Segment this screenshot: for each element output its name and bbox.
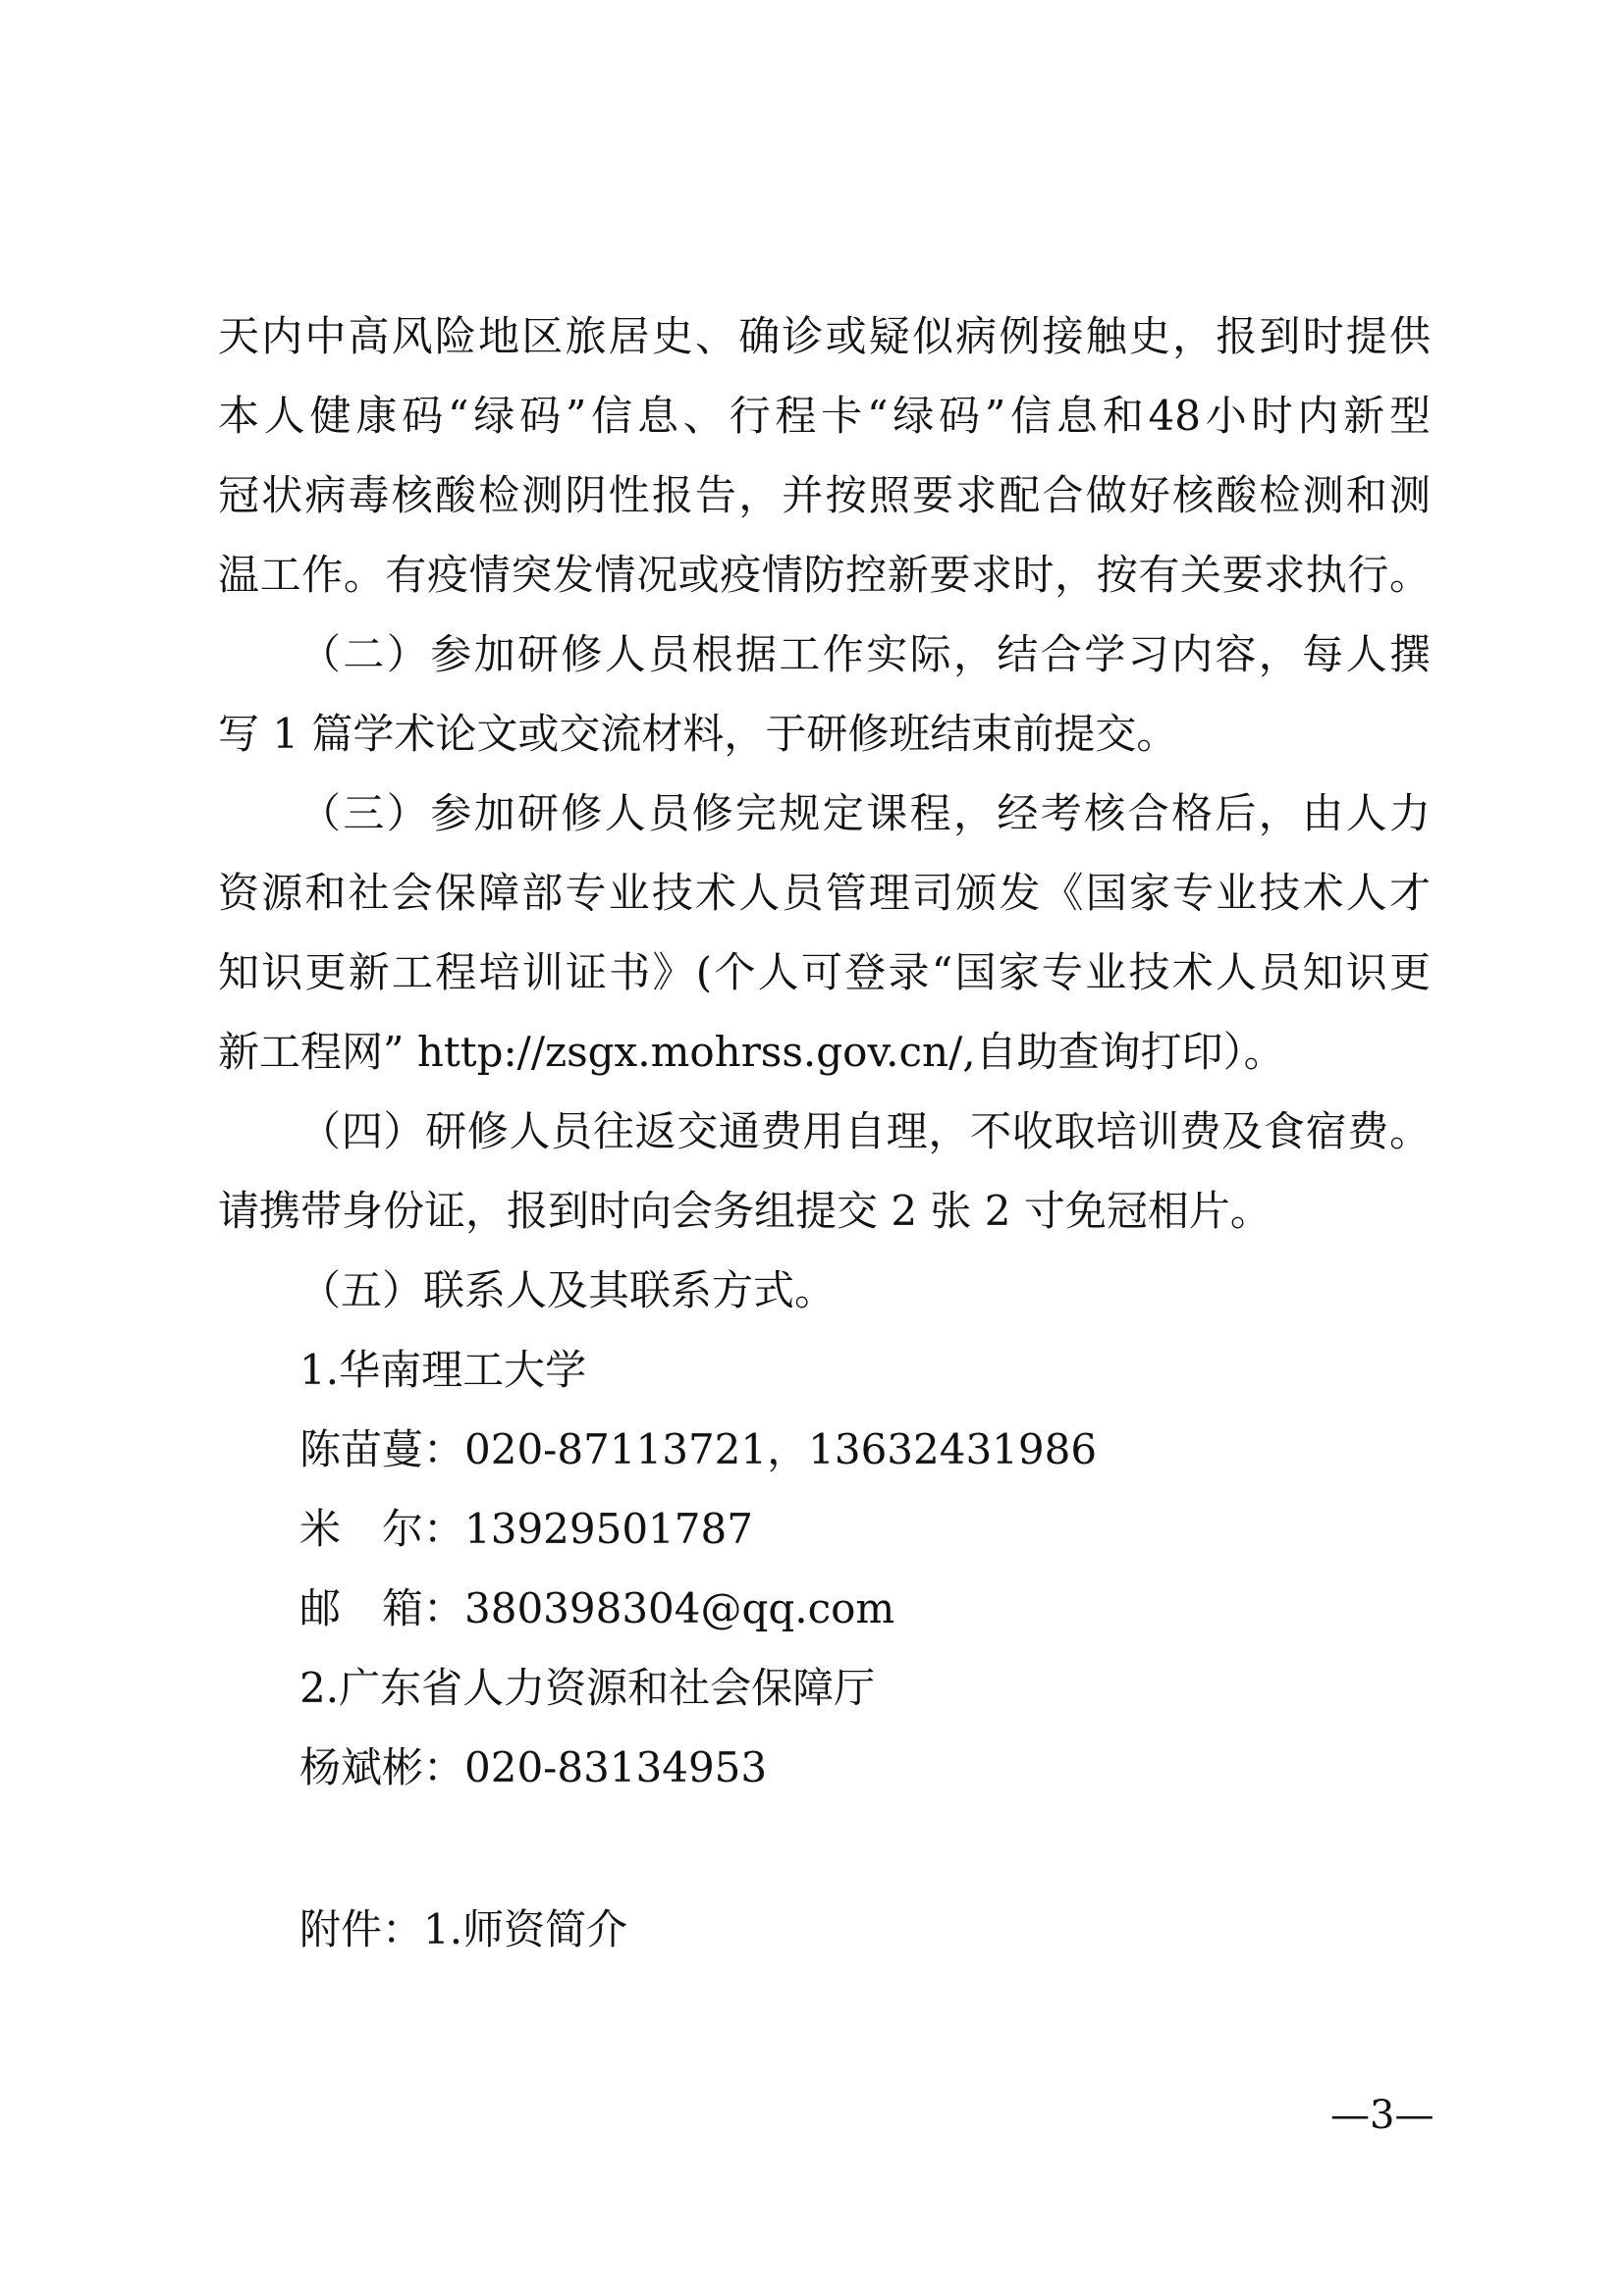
paragraph-line: 天内中高风险地区旅居史、确诊或疑似病例接触史，报到时提供 bbox=[218, 312, 1431, 360]
contact-person: 米 尔：13929501787 bbox=[299, 1505, 753, 1553]
paragraph-line: （四）研修人员往返交通费用自理，不收取培训费及食宿费。 bbox=[299, 1107, 1431, 1155]
section-heading: （五）联系人及其联系方式。 bbox=[299, 1266, 837, 1314]
paragraph-line: 资源和社会保障部专业技术人员管理司颁发《国家专业技术人才 bbox=[218, 869, 1431, 917]
page-number: —3— bbox=[1330, 2093, 1435, 2138]
paragraph-line: 新工程网” http://zsgx.mohrss.gov.cn/,自助查询打印）。 bbox=[218, 1028, 1285, 1076]
paragraph-line: 写 1 篇学术论文或交流材料，于研修班结束前提交。 bbox=[218, 710, 1178, 758]
paragraph-line: 温工作。有疫情突发情况或疫情防控新要求时，按有关要求执行。 bbox=[218, 551, 1431, 599]
attachment-line: 附件：1.师资简介 bbox=[299, 1905, 628, 1953]
paragraph-line: （二）参加研修人员根据工作实际，结合学习内容，每人撰 bbox=[299, 630, 1431, 678]
contact-person: 陈苗蔓：020-87113721，13632431986 bbox=[299, 1425, 1098, 1473]
contact-org: 1.华南理工大学 bbox=[299, 1346, 587, 1394]
contact-email: 邮 箱：380398304@qq.com bbox=[299, 1584, 895, 1632]
paragraph-line: （三）参加研修人员修完规定课程，经考核合格后，由人力 bbox=[299, 789, 1431, 837]
paragraph-line: 请携带身份证，报到时向会务组提交 2 张 2 寸免冠相片。 bbox=[218, 1187, 1272, 1235]
paragraph-line: 冠状病毒核酸检测阴性报告，并按照要求配合做好核酸检测和测 bbox=[218, 471, 1431, 519]
paragraph-line: 知识更新工程培训证书》(个人可登录“国家专业技术人员知识更 bbox=[218, 948, 1431, 996]
contact-person: 杨斌彬：020-83134953 bbox=[299, 1743, 768, 1791]
paragraph-line: 本人健康码“绿码”信息、行程卡“绿码”信息和48小时内新型 bbox=[218, 392, 1431, 440]
contact-org: 2.广东省人力资源和社会保障厅 bbox=[299, 1664, 876, 1712]
